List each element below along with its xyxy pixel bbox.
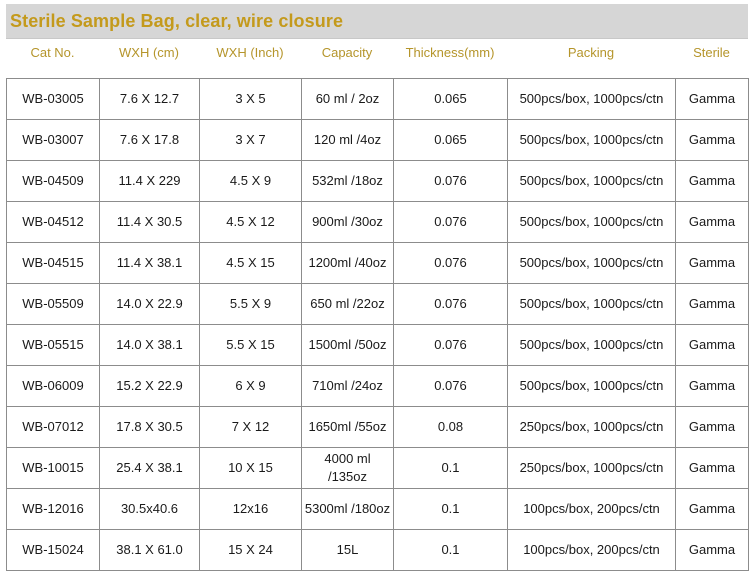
table-row [7,489,749,530]
sterile-cell: Gamma [676,366,749,407]
wxh-inch-cell: 15 X 24 [200,530,302,571]
cat-no-cell: WB-06009 [7,366,100,407]
packing-cell: 250pcs/box, 1000pcs/ctn [508,407,676,448]
column-header-cat-no: Cat No. [30,45,75,60]
packing-cell: 500pcs/box, 1000pcs/ctn [508,120,676,161]
cat-no-cell: WB-10015 [7,448,100,489]
cat-no-cell: WB-04509 [7,161,100,202]
thickness-cell: 0.076 [394,284,508,325]
wxh-cm-cell: 17.8 X 30.5 [100,407,200,448]
wxh-inch-cell: 6 X 9 [200,366,302,407]
wxh-inch-cell: 4.5 X 9 [200,161,302,202]
wxh-cm-cell: 25.4 X 38.1 [100,448,200,489]
capacity-cell: 1650ml /55oz [302,407,394,448]
cat-no-cell: WB-12016 [7,489,100,530]
packing-cell: 500pcs/box, 1000pcs/ctn [508,161,676,202]
sterile-cell: Gamma [676,161,749,202]
cat-no-cell: WB-05509 [7,284,100,325]
table-row [7,530,749,571]
sterile-cell: Gamma [676,202,749,243]
wxh-inch-cell: 4.5 X 12 [200,202,302,243]
wxh-cm-cell: 7.6 X 12.7 [100,79,200,120]
table-title-text: Sterile Sample Bag, clear, wire closure [10,10,344,31]
wxh-cm-cell: 11.4 X 38.1 [100,243,200,284]
wxh-inch-cell: 3 X 5 [200,79,302,120]
wxh-inch-cell: 12x16 [200,489,302,530]
packing-cell: 500pcs/box, 1000pcs/ctn [508,366,676,407]
thickness-cell: 0.08 [394,407,508,448]
product-table [6,78,749,571]
packing-cell: 100pcs/box, 200pcs/ctn [508,530,676,571]
wxh-inch-cell: 7 X 12 [200,407,302,448]
capacity-cell: 15L [302,530,394,571]
wxh-inch-cell: 4.5 X 15 [200,243,302,284]
table-row [7,284,749,325]
table-row [7,202,749,243]
packing-cell: 500pcs/box, 1000pcs/ctn [508,284,676,325]
sterile-cell: Gamma [676,530,749,571]
wxh-cm-cell: 11.4 X 229 [100,161,200,202]
wxh-cm-cell: 11.4 X 30.5 [100,202,200,243]
sterile-cell: Gamma [676,284,749,325]
wxh-cm-cell: 7.6 X 17.8 [100,120,200,161]
cat-no-cell: WB-05515 [7,325,100,366]
thickness-cell: 0.076 [394,243,508,284]
table-body [7,79,749,571]
column-header-thickness: Thickness(mm) [405,45,495,60]
wxh-inch-cell: 5.5 X 9 [200,284,302,325]
capacity-cell: 1500ml /50oz [302,325,394,366]
column-header-wxh-cm: WXH (cm) [119,45,179,60]
wxh-cm-cell: 15.2 X 22.9 [100,366,200,407]
thickness-cell: 0.065 [394,120,508,161]
capacity-cell: 650 ml /22oz [302,284,394,325]
table-row [7,366,749,407]
sterile-cell: Gamma [676,489,749,530]
capacity-cell: 532ml /18oz [302,161,394,202]
capacity-cell: 1200ml /40oz [302,243,394,284]
wxh-inch-cell: 3 X 7 [200,120,302,161]
cat-no-cell: WB-15024 [7,530,100,571]
thickness-cell: 0.076 [394,366,508,407]
table-row [7,448,749,489]
capacity-cell: 900ml /30oz [302,202,394,243]
packing-cell: 500pcs/box, 1000pcs/ctn [508,202,676,243]
wxh-cm-cell: 38.1 X 61.0 [100,530,200,571]
capacity-cell: 710ml /24oz [302,366,394,407]
table-row [7,407,749,448]
table-row [7,120,749,161]
packing-cell: 100pcs/box, 200pcs/ctn [508,489,676,530]
wxh-inch-cell: 5.5 X 15 [200,325,302,366]
packing-cell: 500pcs/box, 1000pcs/ctn [508,243,676,284]
capacity-cell: 4000 ml /135oz [302,448,394,489]
thickness-cell: 0.076 [394,202,508,243]
packing-cell: 500pcs/box, 1000pcs/ctn [508,325,676,366]
sterile-cell: Gamma [676,448,749,489]
thickness-cell: 0.1 [394,530,508,571]
thickness-cell: 0.076 [394,325,508,366]
thickness-cell: 0.1 [394,448,508,489]
column-header-wxh-inch: WXH (Inch) [216,45,284,60]
capacity-cell: 60 ml / 2oz [302,79,394,120]
table-row [7,161,749,202]
sterile-cell: Gamma [676,325,749,366]
sterile-cell: Gamma [676,243,749,284]
sterile-cell: Gamma [676,120,749,161]
table-title [6,4,748,38]
table-row [7,79,749,120]
product-table-frame [6,4,748,571]
thickness-cell: 0.076 [394,161,508,202]
sterile-cell: Gamma [676,407,749,448]
column-header-capacity: Capacity [321,45,373,60]
wxh-cm-cell: 14.0 X 38.1 [100,325,200,366]
cat-no-cell: WB-04512 [7,202,100,243]
thickness-cell: 0.065 [394,79,508,120]
wxh-inch-cell: 10 X 15 [200,448,302,489]
packing-cell: 250pcs/box, 1000pcs/ctn [508,448,676,489]
column-header-row [6,38,748,66]
cat-no-cell: WB-04515 [7,243,100,284]
cat-no-cell: WB-03007 [7,120,100,161]
cat-no-cell: WB-03005 [7,79,100,120]
cat-no-cell: WB-07012 [7,407,100,448]
table-row [7,243,749,284]
thickness-cell: 0.1 [394,489,508,530]
wxh-cm-cell: 14.0 X 22.9 [100,284,200,325]
capacity-cell: 120 ml /4oz [302,120,394,161]
wxh-cm-cell: 30.5x40.6 [100,489,200,530]
column-header-packing: Packing [567,45,615,60]
packing-cell: 500pcs/box, 1000pcs/ctn [508,79,676,120]
table-row [7,325,749,366]
capacity-cell: 5300ml /180oz [302,489,394,530]
sterile-cell: Gamma [676,79,749,120]
column-header-sterile: Sterile [693,45,730,60]
header-spacer [6,66,748,78]
